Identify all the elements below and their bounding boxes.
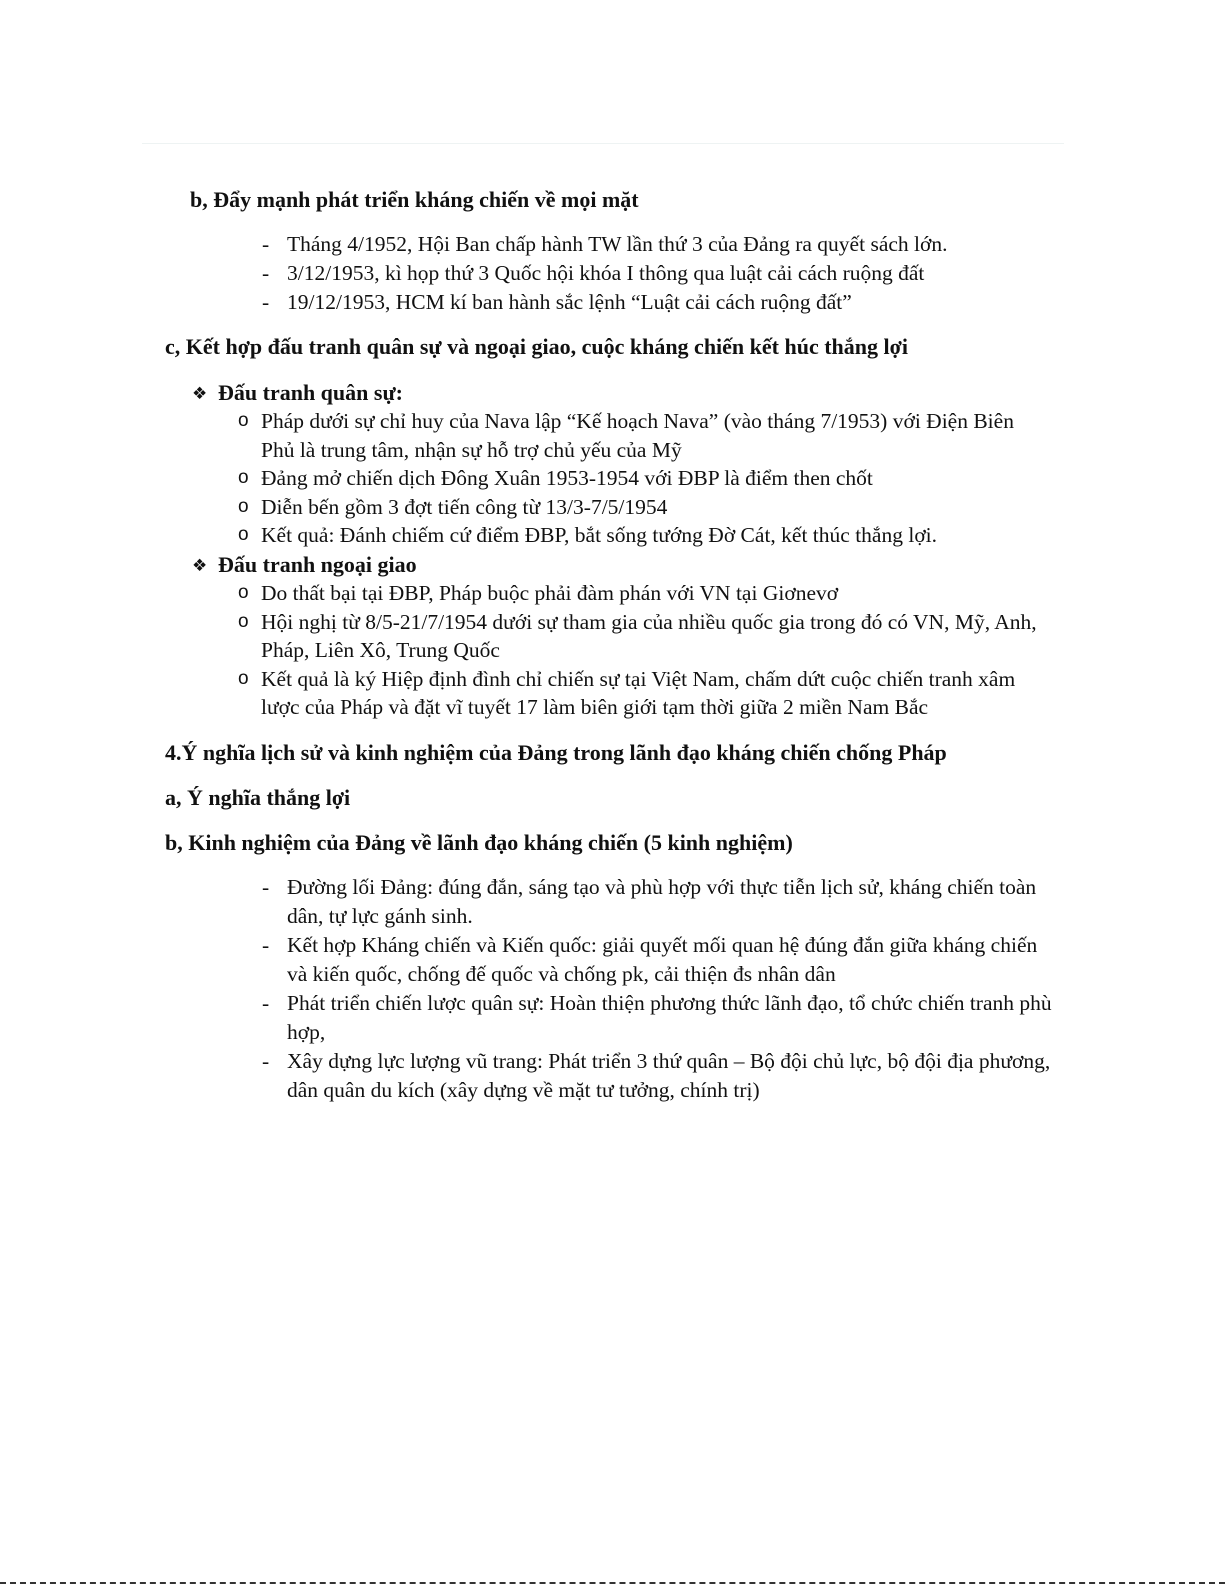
diamond-bullet-icon: ❖ [192, 384, 208, 404]
list-item: - Tháng 4/1952, Hội Ban chấp hành TW lần thứ 3 của Đảng ra quyết sách lớn. [262, 230, 1062, 259]
dash-marker: - [262, 290, 270, 314]
dash-marker: - [262, 1049, 270, 1073]
section-b-list [262, 230, 1062, 317]
circle-marker: o [238, 667, 249, 689]
dash-marker: - [262, 991, 270, 1015]
list-item: - Kết hợp Kháng chiến và Kiến quốc: giải quyết mối quan hệ đúng đắn giữa kháng chiến và kiến quốc, chống đế quốc và chống pk, cải thiện đs nhân dân [262, 933, 1038, 986]
list-item: o Pháp dưới sự chỉ huy của Nava lập “Kế hoạch Nava” (vào tháng 7/1953) với Điện Biên Phủ là trung tâm, nhận sự hỗ trợ chủ yếu của Mỹ [238, 409, 1014, 462]
section-4-heading: 4.Ý nghĩa lịch sử và kinh nghiệm của Đảng trong lãnh đạo kháng chiến chống Pháp [165, 740, 947, 765]
party-experience-list [262, 873, 1052, 1105]
section-4a-heading: a, Ý nghĩa thắng lợi [165, 785, 351, 810]
list-item: o Do thất bại tại ĐBP, Pháp buộc phải đàm phán với VN tại Giơnevơ [238, 579, 1038, 608]
list-item: o Hội nghị từ 8/5-21/7/1954 dưới sự tham gia của nhiều quốc gia trong đó có VN, Mỹ, Anh, Pháp, Liên Xô, Trung Quốc [238, 609, 1037, 663]
list-item: o Đảng mở chiến dịch Đông Xuân 1953-1954 với ĐBP là điểm then chốt [238, 464, 1028, 493]
section-4b-heading: b, Kinh nghiệm của Đảng về lãnh đạo kháng chiến (5 kinh nghiệm) [165, 830, 793, 855]
list-item: - 3/12/1953, kì họp thứ 3 Quốc hội khóa I thông qua luật cải cách ruộng đất [262, 259, 1062, 288]
list-item: - Xây dựng lực lượng vũ trang: Phát triển 3 thứ quân – Bộ đội chủ lực, bộ đội địa phương, dân quân du kích (xây dựng về mặt tư tưởng, chính trị) [262, 1049, 1051, 1102]
circle-marker: o [238, 610, 249, 632]
section-b-heading: b, Đẩy mạnh phát triển kháng chiến về mọi mặt [190, 187, 639, 212]
circle-marker: o [238, 467, 249, 489]
circle-marker: o [238, 582, 249, 603]
list-item: o Kết quả: Đánh chiếm cứ điểm ĐBP, bắt sống tướng Đờ Cát, kết thúc thắng lợi. [238, 521, 1028, 550]
military-struggle-heading: ❖ Đấu tranh quân sự: [192, 378, 403, 409]
diamond-bullet-icon: ❖ [192, 556, 208, 576]
page-bottom-dashed-border [0, 1582, 1225, 1584]
circle-marker: o [238, 410, 249, 431]
military-struggle-list [238, 407, 1028, 550]
list-item: - Phát triển chiến lược quân sự: Hoàn thiện phương thức lãnh đạo, tổ chức chiến tranh phù hợp, [262, 991, 1052, 1044]
dash-marker: - [262, 875, 270, 899]
list-item: - Đường lối Đảng: đúng đắn, sáng tạo và phù hợp với thực tiễn lịch sử, kháng chiến toàn dân, tự lực gánh sinh. [262, 875, 1037, 928]
dash-marker: - [262, 933, 270, 957]
section-c-heading: c, Kết hợp đấu tranh quân sự và ngoại giao, cuộc kháng chiến kết húc thắng lợi [165, 334, 908, 359]
dash-marker: - [262, 232, 270, 256]
diplomacy-list [238, 579, 1038, 722]
circle-marker: o [238, 524, 249, 546]
list-item: o Kết quả là ký Hiệp định đình chỉ chiến sự tại Việt Nam, chấm dứt cuộc chiến tranh xâm lược của Pháp và đặt vĩ tuyết 17 làm biên giới tạm thời giữa 2 miền Nam Bắc [238, 666, 1016, 720]
list-item: o Diễn bến gồm 3 đợt tiến công từ 13/3-7/5/1954 [238, 493, 1028, 522]
circle-marker: o [238, 495, 249, 517]
list-item: - 19/12/1953, HCM kí ban hành sắc lệnh “Luật cải cách ruộng đất” [262, 288, 1062, 317]
dash-marker: - [262, 261, 270, 285]
diplomacy-heading: ❖ Đấu tranh ngoại giao [192, 550, 417, 581]
